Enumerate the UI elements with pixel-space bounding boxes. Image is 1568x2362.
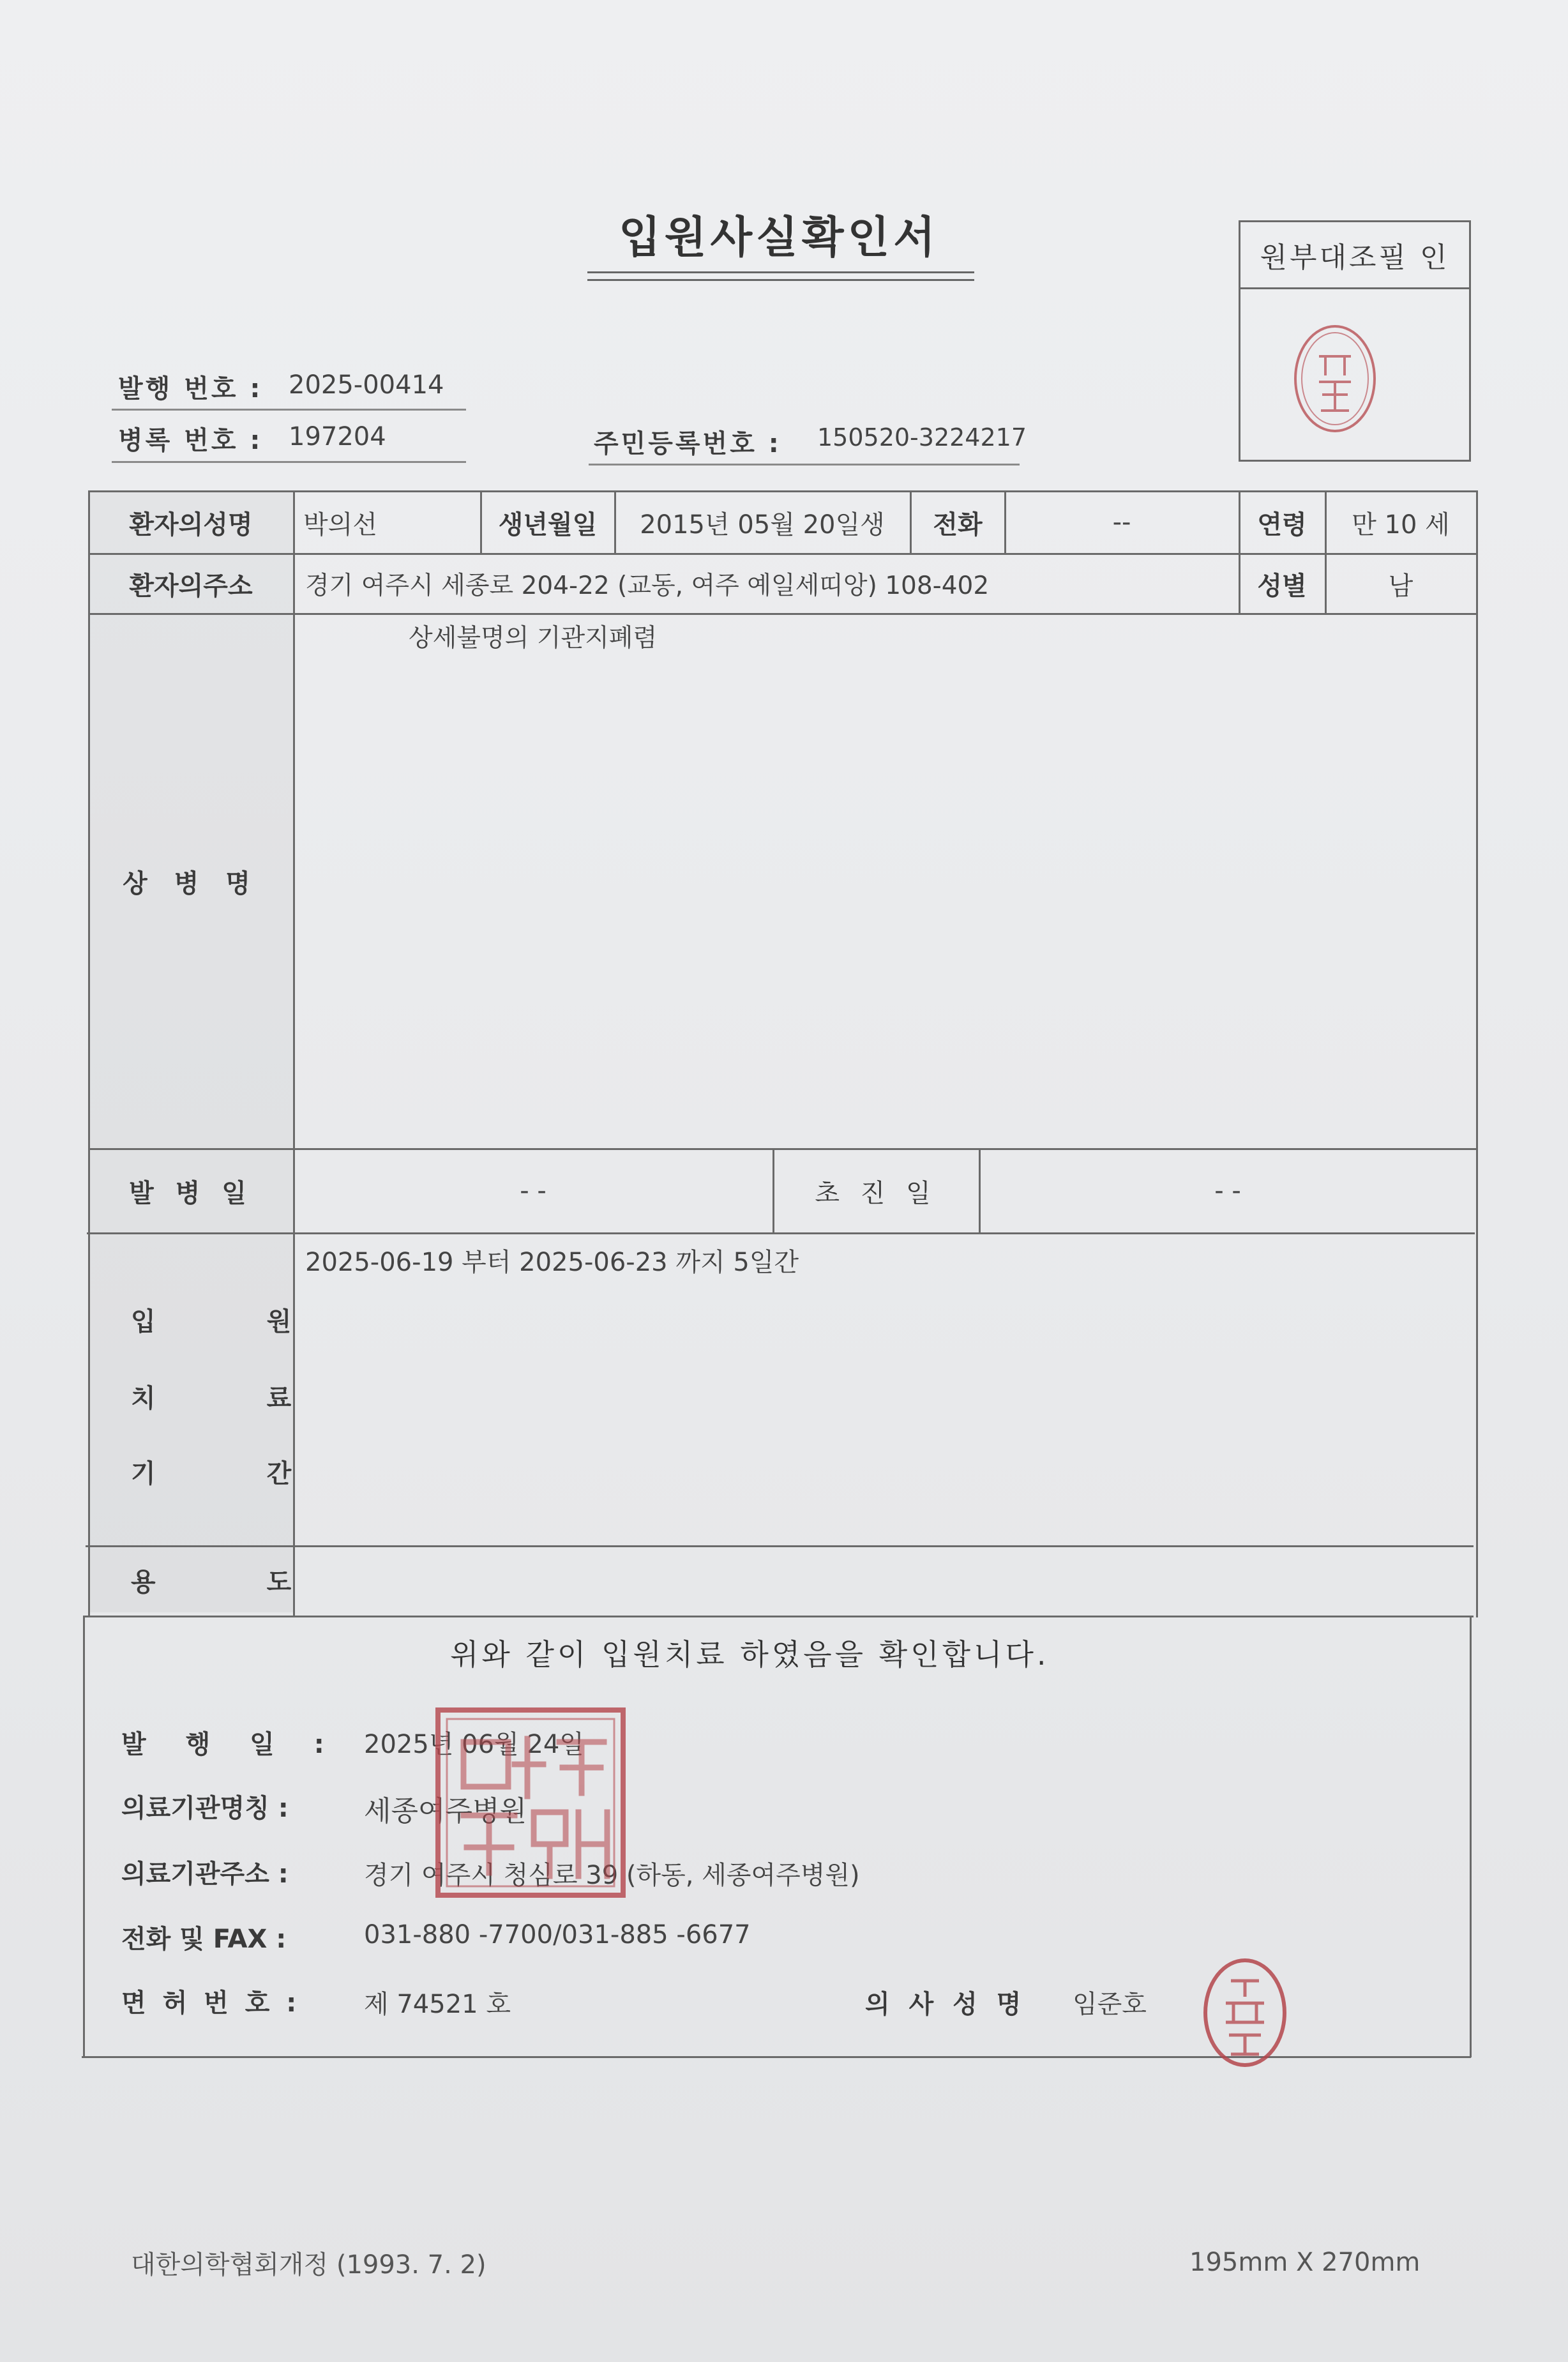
patient-name-label: 환자의성명 bbox=[129, 510, 253, 540]
row-line-4 bbox=[87, 1232, 1475, 1234]
issue-date-label: 발 행 일 : bbox=[121, 1730, 340, 1759]
resident-number-value: 150520-3224217 bbox=[817, 423, 1027, 451]
record-number-underline bbox=[112, 461, 466, 463]
document-title: 입원사실확인서 bbox=[619, 213, 939, 263]
issue-number-value: 2025-00414 bbox=[289, 370, 444, 400]
phone-fax-value: 031-880 -7700/031-885 -6677 bbox=[364, 1920, 751, 1949]
issue-date-value: 2025년 06월 24일 bbox=[364, 1730, 584, 1759]
birth-date-label: 생년월일 bbox=[498, 510, 598, 540]
record-number-value: 197204 bbox=[289, 422, 386, 451]
title-underline-1 bbox=[587, 271, 974, 273]
footer-right-line bbox=[1470, 1616, 1472, 2057]
doctor-name-label: 의 사 성 명 bbox=[865, 1990, 1027, 2019]
phone-label: 전화 bbox=[933, 510, 983, 540]
admission-label-1: 입 원 bbox=[131, 1307, 343, 1336]
row-line-2 bbox=[88, 613, 1477, 615]
original-verification-label: 원부대조필 인 bbox=[1240, 222, 1469, 289]
phone-fax-label: 전화 및 FAX : bbox=[121, 1925, 287, 1954]
verification-seal-icon bbox=[1290, 321, 1380, 436]
age-label: 연령 bbox=[1257, 510, 1307, 540]
first-visit-label: 초 진 일 bbox=[815, 1178, 937, 1208]
record-number-label: 병록 번호 : bbox=[118, 426, 263, 455]
patient-address-value: 경기 여주시 세종로 204-22 (교동, 여주 예일세띠앙) 108-402 bbox=[305, 572, 990, 600]
onset-date-label: 발 병 일 bbox=[129, 1178, 253, 1208]
onset-date-value: - - bbox=[520, 1176, 547, 1206]
admission-label-3: 기 간 bbox=[131, 1459, 343, 1488]
issue-number-underline bbox=[112, 409, 466, 411]
title-underline-2 bbox=[587, 279, 974, 281]
patient-name-value: 박의선 bbox=[303, 510, 377, 540]
issue-number-label: 발행 번호 : bbox=[118, 374, 263, 404]
doctor-name-value: 임준호 bbox=[1073, 1990, 1147, 2019]
sex-label: 성별 bbox=[1257, 571, 1307, 601]
label-column-line bbox=[293, 490, 295, 1617]
paper-size-note: 195mm X 270mm bbox=[1189, 2248, 1421, 2277]
phone-value: -- bbox=[1112, 508, 1131, 537]
original-verification-box bbox=[1239, 220, 1471, 462]
institution-address-label: 의료기관주소 : bbox=[121, 1859, 289, 1889]
first-visit-value: - - bbox=[1214, 1176, 1241, 1206]
resident-number-underline bbox=[589, 464, 1020, 466]
confirmation-statement: 위와 같이 입원치료 하였음을 확인합니다. bbox=[450, 1637, 1050, 1672]
admission-period-value: 2025-06-19 부터 2025-06-23 까지 5일간 bbox=[305, 1247, 799, 1277]
license-number-label: 면 허 번 호 : bbox=[121, 1988, 301, 2018]
patient-address-label: 환자의주소 bbox=[129, 571, 253, 601]
resident-number-label: 주민등록번호 : bbox=[594, 429, 781, 458]
admission-label-2: 치 료 bbox=[131, 1384, 343, 1413]
institution-name-label: 의료기관명칭 : bbox=[121, 1794, 289, 1823]
hospital-seal-icon bbox=[432, 1704, 629, 1902]
birth-date-value: 2015년 05월 20일생 bbox=[640, 510, 885, 540]
revision-note: 대한의학협회개정 (1993. 7. 2) bbox=[131, 2250, 486, 2280]
purpose-label: 용 도 bbox=[131, 1568, 343, 1597]
institution-name-value: 세종여주병원 bbox=[364, 1795, 527, 1828]
license-number-value: 제 74521 호 bbox=[364, 1990, 511, 2019]
sex-value: 남 bbox=[1388, 571, 1413, 601]
doctor-seal-icon bbox=[1200, 1955, 1290, 2070]
institution-address-value: 경기 여주시 청심로 39 (하동, 세종여주병원) bbox=[364, 1861, 860, 1890]
table-right-line bbox=[1476, 490, 1478, 1617]
age-value: 만 10 세 bbox=[1352, 510, 1450, 540]
diagnosis-label: 상 병 명 bbox=[123, 868, 259, 898]
footer-left-line bbox=[83, 1616, 85, 2057]
diagnosis-value: 상세불명의 기관지폐렴 bbox=[409, 624, 658, 653]
